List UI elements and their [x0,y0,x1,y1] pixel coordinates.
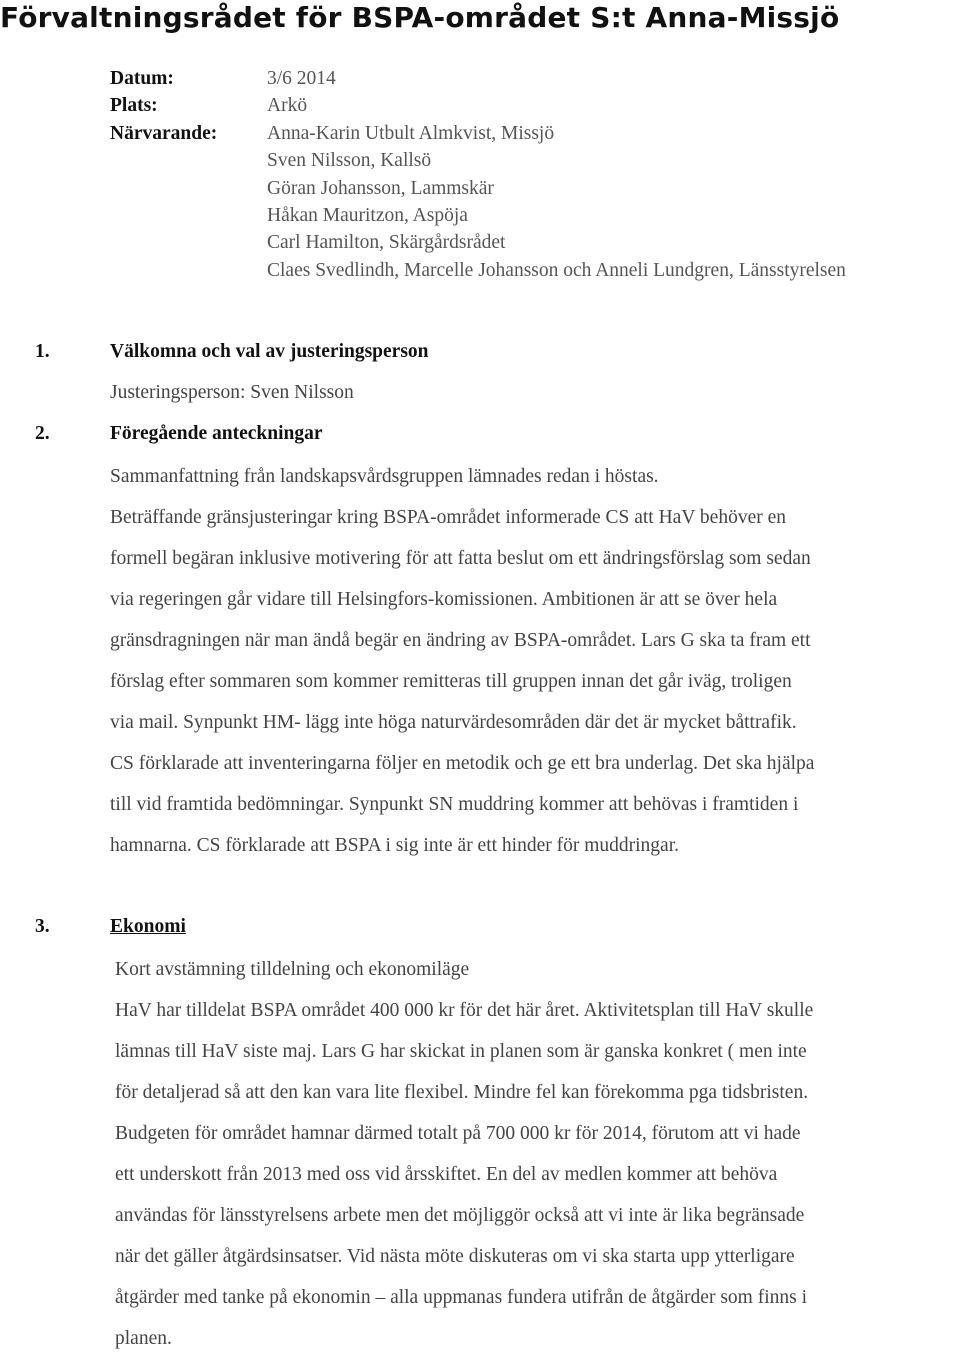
attendees-row [110,120,846,284]
attendees-label: Närvarande: [110,122,218,144]
attendee: Anna-Karin Utbult Almkvist, Missjö [267,122,555,144]
paragraph-line: Budgeten för området hamnar därmed totalt på 700 000 kr för 2014, förutom att vi hade [115,1123,801,1144]
section-2 [0,423,960,856]
place-label: Plats: [110,95,158,117]
paragraph-line: till vid framtida bedömningar. Synpunkt SN muddring kommer att behövas i framtiden i [110,794,799,815]
attendee: Göran Johansson, Lammskär [267,177,494,199]
section-1 [0,341,960,403]
paragraph-line: åtgärder med tanke på ekonomin – alla uppmanas fundera utifrån de åtgärder som finns i [115,1287,808,1308]
place-row [110,92,846,119]
section-title: Välkomna och val av justeringsperson [110,341,429,362]
section-number: 1. [35,341,50,362]
section-number: 2. [35,423,50,444]
section-heading [0,341,960,369]
paragraph-line: förslag efter sommaren som kommer remitteras till gruppen innan det går iväg, troligen [110,671,792,692]
paragraph-line: Sammanfattning från landskapsvårdsgruppen lämnades redan i höstas. [110,466,659,487]
paragraph-line: via mail. Synpunkt HM- lägg inte höga naturvärdesområden där det är mycket båttrafik. [110,712,797,733]
paragraph-line: via regeringen går vidare till Helsingfors-komissionen. Ambitionen är att se över hela [110,589,778,610]
meeting-meta [110,65,846,284]
document-title: Förvaltningsrådet för BSPA-området S:t Anna-Missjö [0,1,840,34]
paragraph-line: användas för länsstyrelsens arbete men det möjliggör också att vi inte är lika begränsade [115,1205,805,1226]
section-title: Föregående anteckningar [110,423,323,444]
attendee: Håkan Mauritzon, Aspöja [267,205,468,227]
section-heading [0,916,960,944]
place-value: Arkö [267,95,308,117]
section-number: 3. [35,916,50,937]
date-row [110,65,846,92]
paragraph-line: Justeringsperson: Sven Nilsson [110,382,354,403]
section-heading [0,423,960,451]
attendees-list [267,120,846,284]
attendee: Claes Svedlindh, Marcelle Johansson och Anneli Lundgren, Länsstyrelsen [267,259,846,281]
section-3 [0,916,960,1349]
paragraph-line: formell begäran inklusive motivering för att fatta beslut om ett ändringsförslag som sedan [110,548,811,569]
attendee: Sven Nilsson, Kallsö [267,150,432,172]
paragraph-line: planen. [115,1328,172,1349]
section-title: Ekonomi [110,916,186,937]
date-value: 3/6 2014 [267,68,336,89]
date-label: Datum: [110,68,174,89]
paragraph-line: gränsdragningen när man ändå begär en ändring av BSPA-området. Lars G ska ta fram ett [110,630,811,651]
paragraph-line: lämnas till HaV siste maj. Lars G har skickat in planen som är ganska konkret ( men inte [115,1041,807,1062]
paragraph-line: HaV har tilldelat BSPA området 400 000 kr för det här året. Aktivitetsplan till HaV skulle [115,1000,814,1021]
paragraph-line: Kort avstämning tilldelning och ekonomiläge [115,959,470,980]
paragraph-line: CS förklarade att inventeringarna följer en metodik och ge ett bra underlag. Det ska hjälpa [110,753,815,774]
paragraph-line: hamnarna. CS förklarade att BSPA i sig inte är ett hinder för muddringar. [110,835,680,856]
paragraph-line: när det gäller åtgärdsinsatser. Vid nästa möte diskuteras om vi ska starta upp ytterligare [115,1246,795,1267]
paragraph-line: ett underskott från 2013 med oss vid årsskiftet. En del av medlen kommer att behöva [115,1164,778,1185]
paragraph-line: för detaljerad så att den kan vara lite flexibel. Mindre fel kan förekomma pga tidsbristen. [115,1082,809,1103]
paragraph-line: Beträffande gränsjusteringar kring BSPA-området informerade CS att HaV behöver en [110,507,787,528]
attendee: Carl Hamilton, Skärgårdsrådet [267,232,506,254]
